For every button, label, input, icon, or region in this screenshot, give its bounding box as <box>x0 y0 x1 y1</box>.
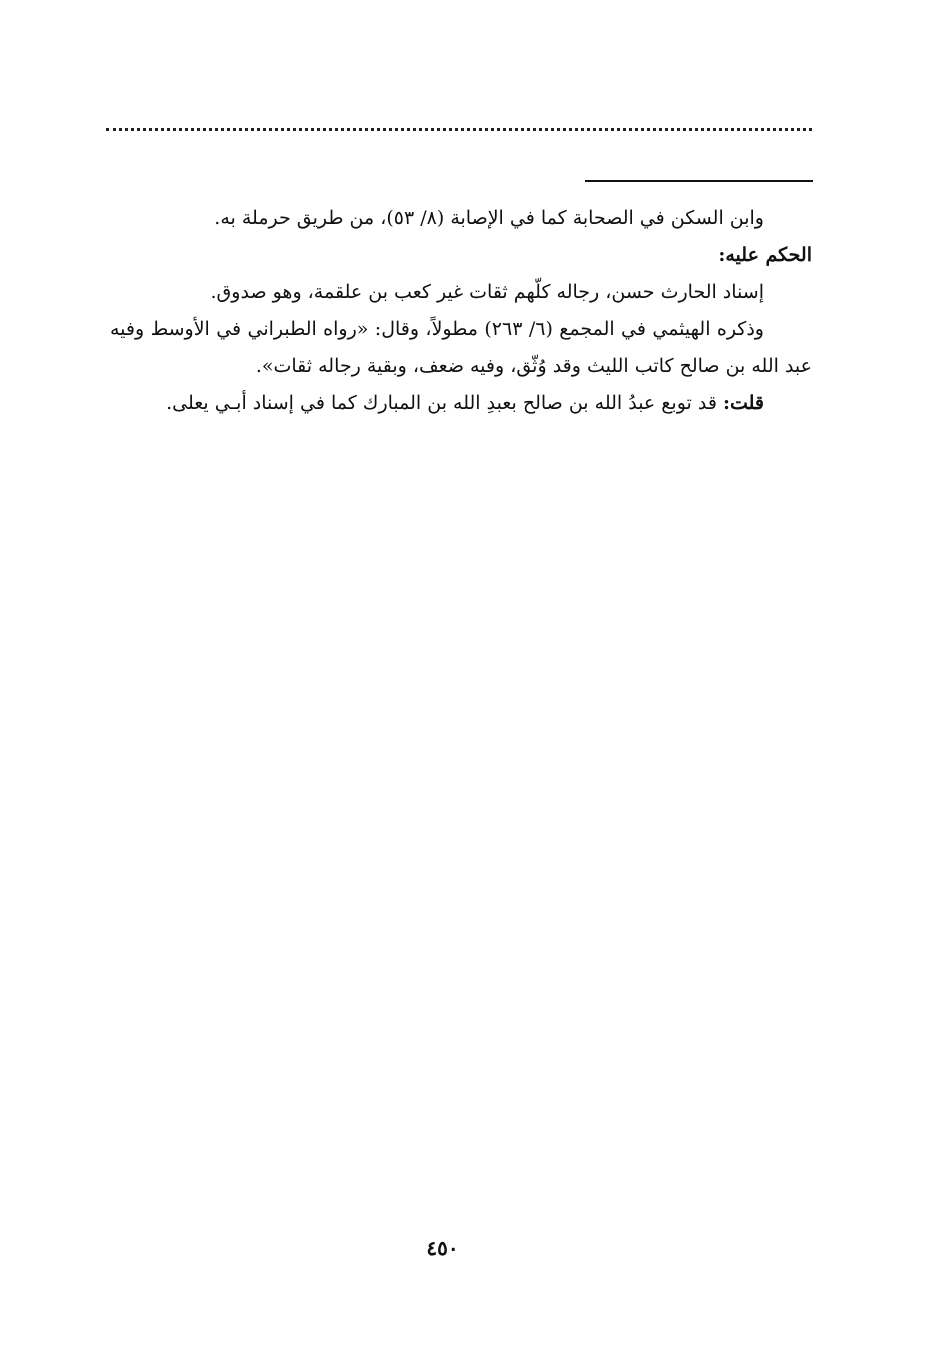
page-body <box>110 200 812 422</box>
footnote-separator <box>585 180 813 182</box>
verdict-heading: الحكم عليه: <box>718 244 812 266</box>
verdict-paragraph-3-text: قد توبع عبدُ الله بن صالح بعبدِ الله بن المبارك كما في إسناد أبـي يعلى. <box>166 392 723 414</box>
page-number: ٤٥٠ <box>426 1236 459 1260</box>
verdict-paragraph-1: إسناد الحارث حسن، رجاله كلّهم ثقات غير كعب بن علقمة، وهو صدوق. <box>210 281 764 303</box>
verdict-paragraph-3-lead: قلت: <box>722 392 764 414</box>
source-line: وابن السكن في الصحابة كما في الإصابة (٨/ ٥٣)، من طريق حرملة به. <box>214 207 764 229</box>
dotted-separator <box>106 128 812 131</box>
verdict-paragraph-3 <box>110 385 812 422</box>
verdict-paragraph-2: وذكره الهيثمي في المجمع (٦/ ٢٦٣) مطولاً، وقال: «رواه الطبراني في الأوسط وفيه عبد الله بن صالح كاتب الليث وقد وُثّق، وفيه ضعف، وبقية رجاله ثقات». <box>110 318 812 377</box>
